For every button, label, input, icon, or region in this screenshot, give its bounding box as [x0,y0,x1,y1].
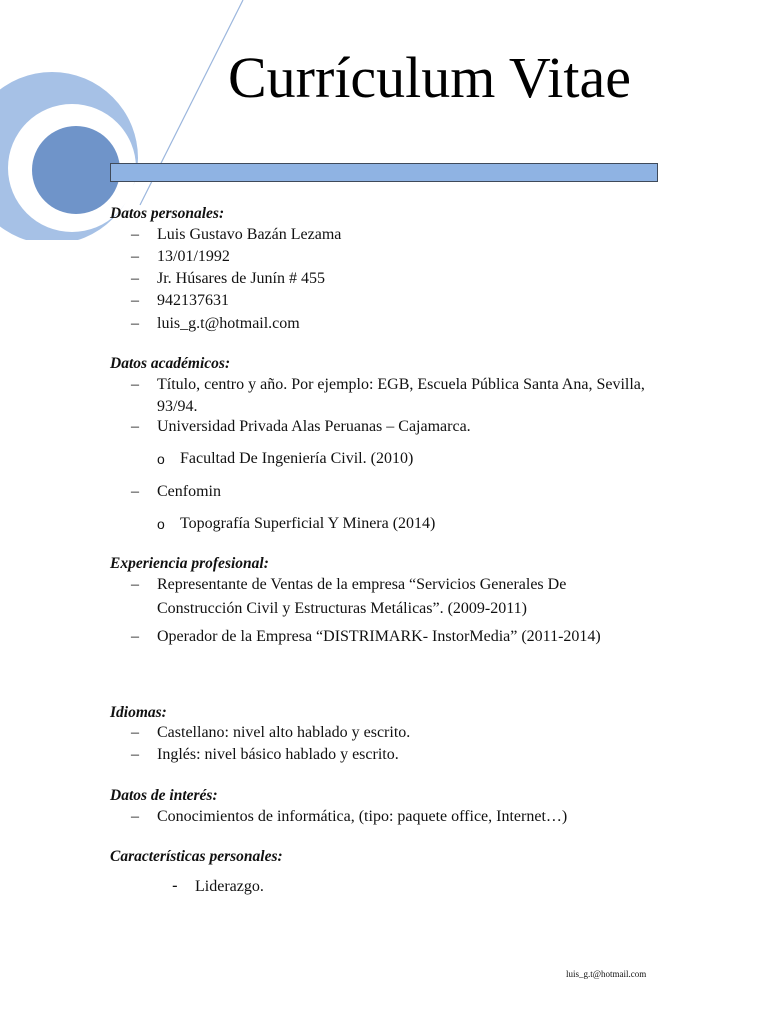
list-item: – Operador de la Empresa “DISTRIMARK- InstorMedia” (2011-2014) [131,628,601,645]
section-heading-academic: Datos académicos: [110,355,231,372]
list-item: – Inglés: nivel básico hablado y escrito. [131,746,399,763]
list-item: – Castellano: nivel alto hablado y escrito. [131,724,411,741]
list-item: – Representante de Ventas de la empresa “Servicios Generales De Construcción Civil y Estructuras Metálicas”. (2009-2011) [131,576,567,617]
section-heading-personal: Datos personales: [110,205,225,222]
section-heading-languages: Idiomas: [110,704,167,721]
list-item-email: – luis_g.t@hotmail.com [131,315,300,332]
section-heading-traits: Características personales: [110,848,283,865]
sub-list-item: o Topografía Superficial Y Minera (2014) [157,515,436,532]
list-item: – 942137631 [131,292,229,309]
title-accent-bar [110,163,658,182]
list-item: – Luis Gustavo Bazán Lezama [131,226,342,243]
section-heading-interests: Datos de interés: [110,787,218,804]
list-item: – Conocimientos de informática, (tipo: paquete office, Internet…) [131,808,568,825]
list-item: – Jr. Húsares de Junín # 455 [131,270,325,287]
list-item: – Cenfomin [131,483,221,500]
list-item: – 13/01/1992 [131,248,230,265]
list-item: - Liderazgo. [172,876,264,895]
list-item: – Universidad Privada Alas Peruanas – Cajamarca. [131,418,471,435]
sub-list-item: o Facultad De Ingeniería Civil. (2010) [157,450,414,467]
section-heading-experience: Experiencia profesional: [110,555,269,572]
footer-email: luis_g.t@hotmail.com [566,969,647,979]
list-item: – Título, centro y año. Por ejemplo: EGB, Escuela Pública Santa Ana, Sevilla, 93/94. [131,376,645,415]
page-title: Currículum Vitae [228,45,631,110]
